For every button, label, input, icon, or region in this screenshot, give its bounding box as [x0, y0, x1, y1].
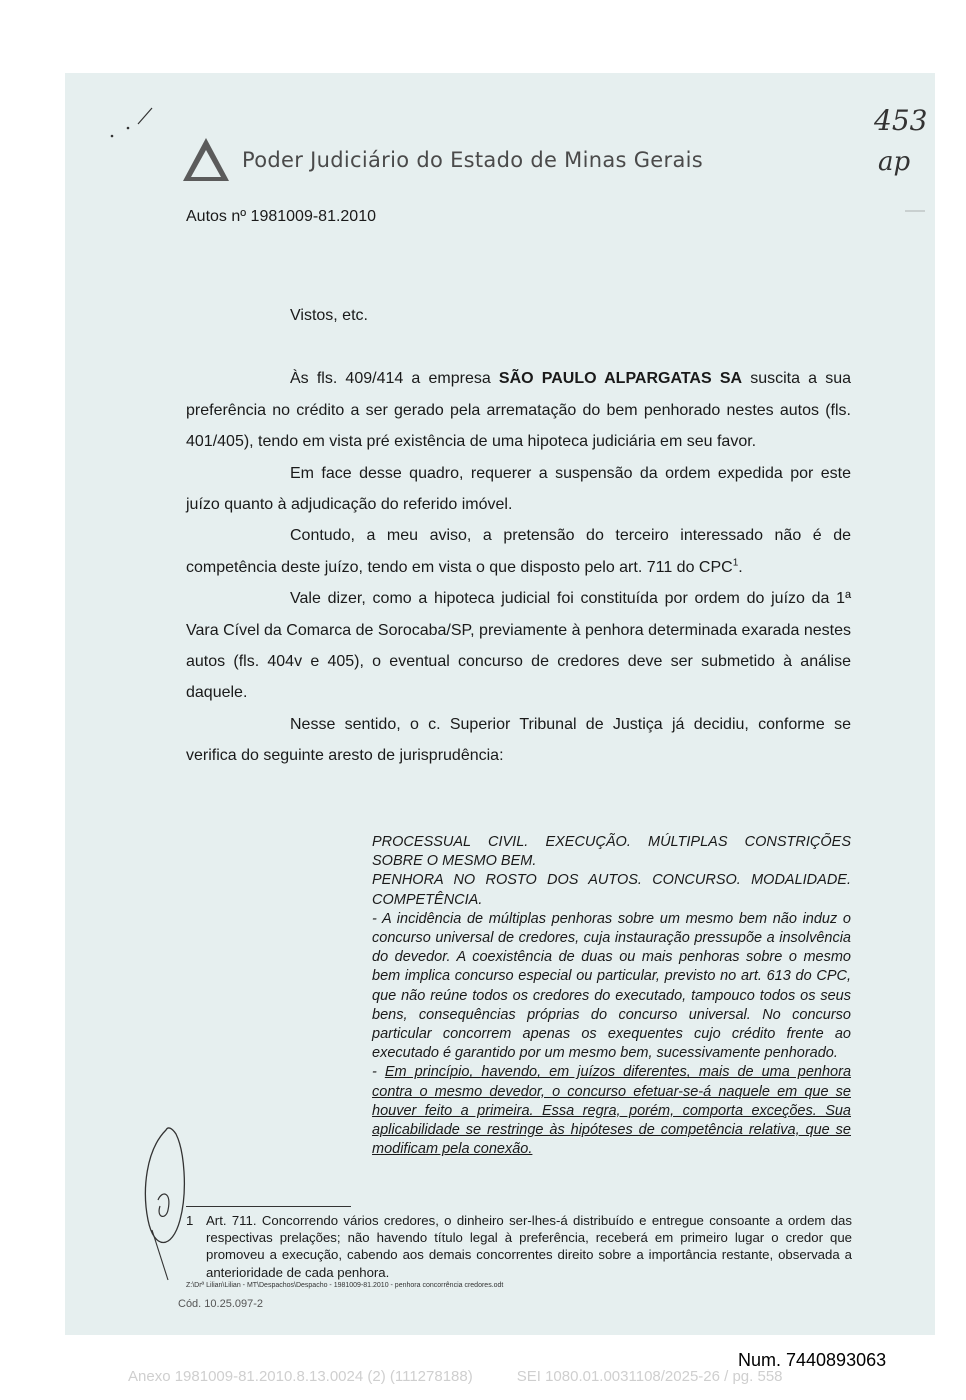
court-name: Poder Judiciário do Estado de Minas Gerais	[242, 148, 703, 172]
svg-text:453: 453	[874, 104, 928, 137]
jurisprudence-quote	[372, 833, 851, 1159]
file-path: Z:\Drª Lilian\Lilian - MT\Despachos\Despacho - 1981009-81.2010 - penhora concorrência credores.odt	[186, 1282, 504, 1289]
form-code: Cód. 10.25.097-2	[178, 1298, 264, 1310]
paragraph-5: Nesse sentido, o c. Superior Tribunal de Justiça já decidiu, conforme se verifica do seguinte aresto de jurisprudência:	[186, 715, 851, 765]
underlined-passage: Em princípio, havendo, em juízos diferentes, mais de uma penhora contra o mesmo devedor, o concurso efetuar-se-á naquele em que se houver feito a primeira. Essa regra, porém, comporta exceções. Sua aplicabilidade se restringe às hipóteses de competência relativa, que se modificam pela conexão.	[372, 1064, 852, 1158]
svg-text:ap: ap	[878, 147, 911, 177]
footnote-ref: 1	[732, 557, 739, 569]
footnote-text: Art. 711. Concorrendo vários credores, o dinheiro ser-lhes-á distribuído e entregue consoante a ordem das respectivas prelações; não havendo título legal à preferência, receberá em primeiro lugar o credor que promoveu a execução, cabendo aos demais concorrentes direito sobre a importância restante, observada a anterioridade de cada penhora.	[206, 1213, 852, 1280]
quote-heading-2: PENHORA NO ROSTO DOS AUTOS. CONCURSO. MODALIDADE. COMPETÊNCIA.	[372, 872, 851, 908]
paragraph-3: Contudo, a meu aviso, a pretensão do terceiro interessado não é de competência deste juízo, tendo em vista o que disposto pelo art. 711 do CPC$^1$.	[186, 527, 851, 576]
document-number: Num. 7440893063	[738, 1350, 887, 1370]
quote-paragraph-1: - A incidência de múltiplas penhoras sobre um mesmo bem não induz o concurso universal de credores, cuja instauração pressupõe a insolvência do devedor. A coexistência de duas ou mais penhoras sobre o mesmo bem implica concurso especial ou particular, previsto no art. 613 do CPC, que não reúne todos os credores do executado, tampouco todos os seus bens, consequências próprias do concurso universal. No concurso particular concorrem apenas os exequentes cujo crédito frente ao executado é garantido por um mesmo bem, sucessivamente penhorado.	[372, 910, 851, 1062]
decision-body	[186, 300, 851, 772]
case-number: Autos nº 1981009-81.2010	[186, 208, 376, 225]
triangle-logo-icon	[180, 134, 232, 186]
greeting: Vistos, etc.	[290, 307, 368, 324]
footer-sei: SEI 1080.01.0031108/2025-26 / pg. 558	[516, 1368, 783, 1385]
stray-pen-mark	[108, 100, 158, 140]
margin-mark	[905, 210, 925, 212]
paragraph-2: Em face desse quadro, requerer a suspensão da ordem expedida por este juízo quanto à adjudicação do referido imóvel.	[186, 464, 851, 514]
footnote-number: 1	[186, 1213, 194, 1228]
handwritten-page-number	[868, 96, 928, 184]
company-name: SÃO PAULO ALPARGATAS SA	[498, 370, 743, 388]
quote-paragraph-2: - Em princípio, havendo, em juízos diferentes, mais de uma penhora contra o mesmo devedor, o concurso efetuar-se-á naquele em que se houver feito a primeira. Essa regra, porém, comporta exceções. Sua aplicabilidade se restringe às hipóteses de competência relativa, que se modificam pela conexão.	[372, 1064, 852, 1158]
footnote-separator	[186, 1206, 351, 1207]
letterhead	[180, 132, 703, 188]
quote-heading-1: PROCESSUAL CIVIL. EXECUÇÃO. MÚLTIPLAS CONSTRIÇÕES SOBRE O MESMO BEM.	[372, 834, 851, 870]
footer-watermark	[128, 1368, 783, 1385]
footnote	[186, 1212, 852, 1281]
paragraph-4: Vale dizer, como a hipoteca judicial foi constituída por ordem do juízo da 1ª Vara Cível da Comarca de Sorocaba/SP, previamente à penhora determinada exarada nestes autos (fls. 404v e 405), o eventual concurso de credores deve ser submetido à análise daquele.	[186, 590, 851, 702]
footer-annex: Anexo 1981009-81.2010.8.13.0024 (2) (111278188)	[128, 1368, 473, 1385]
paragraph-1: Às fls. 409/414 a empresa SÃO PAULO ALPARGATAS SA suscita a sua preferência no crédito a ser gerado pela arrematação do bem penhorado nestes autos (fls. 401/405), tendo em vista pré existência de uma hipoteca judiciária em seu favor.	[186, 370, 852, 451]
